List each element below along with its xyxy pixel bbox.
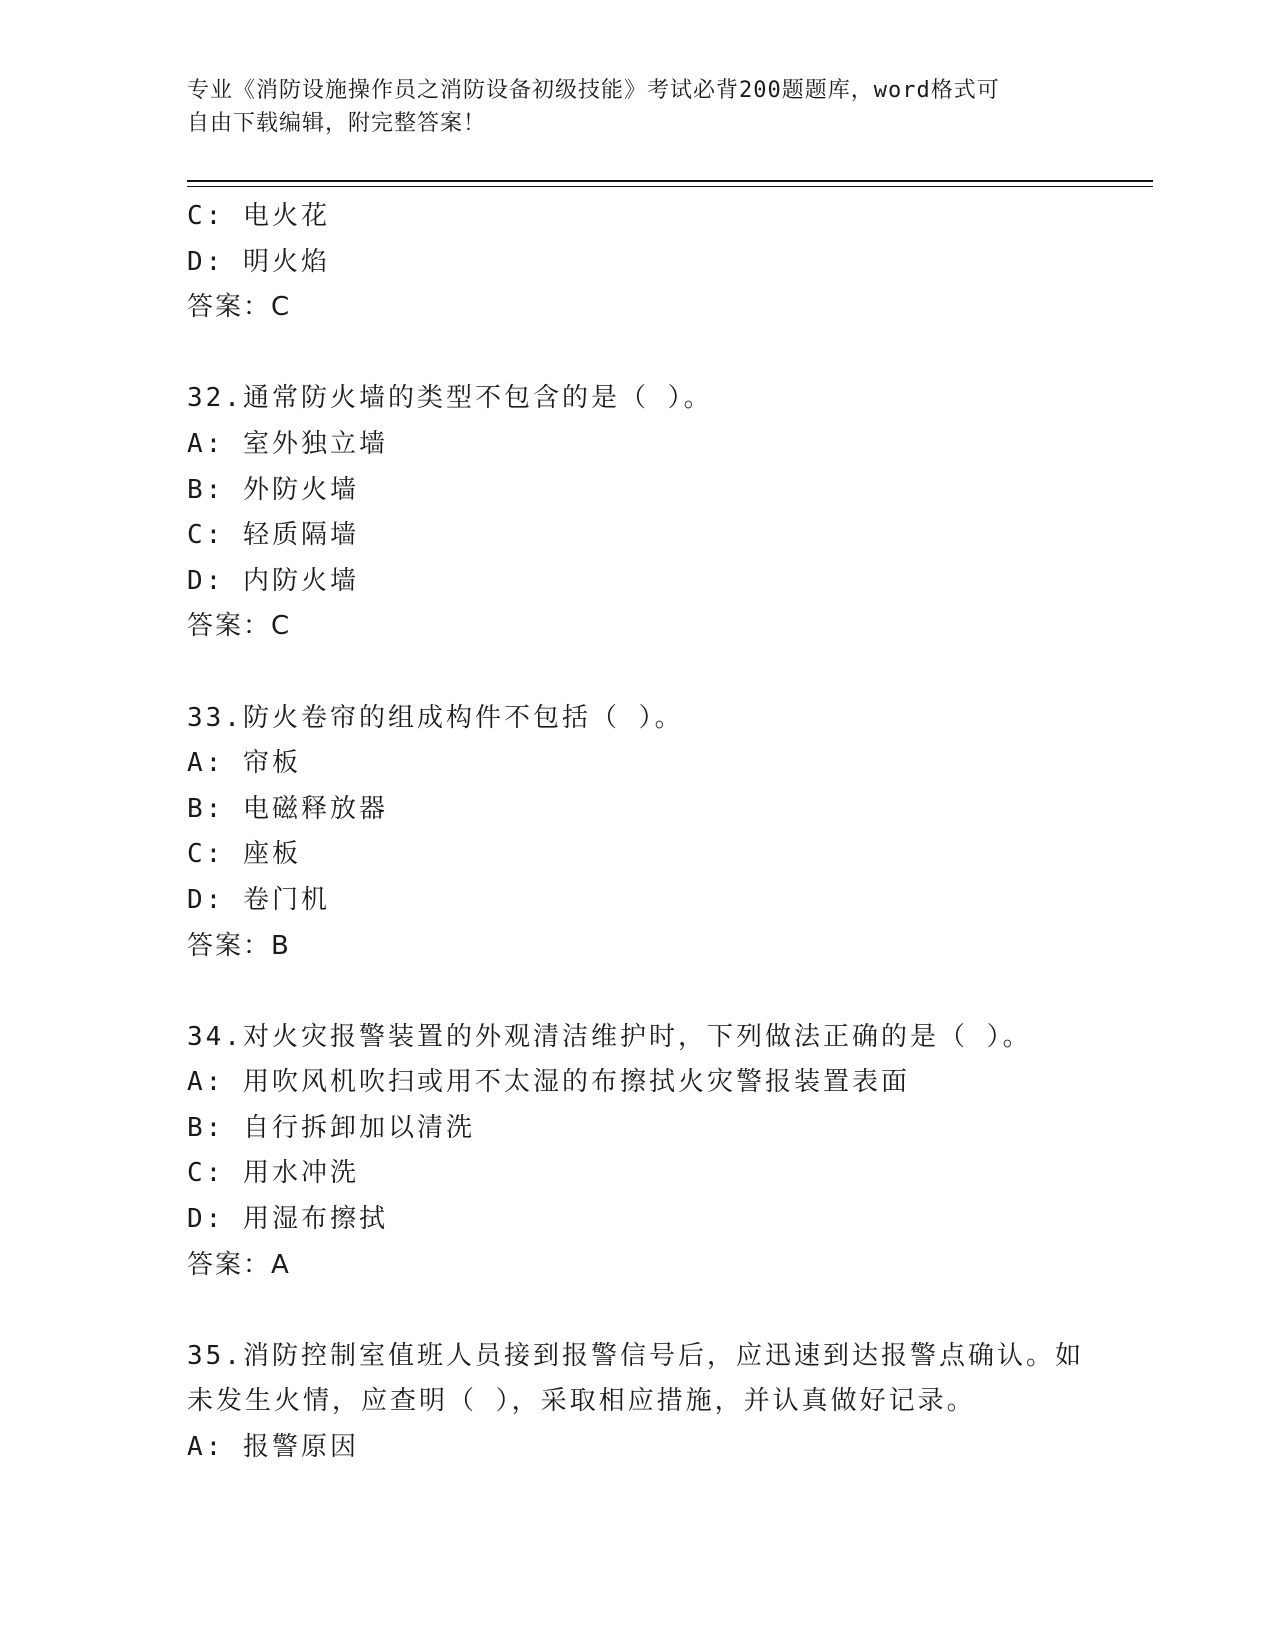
question-34 bbox=[187, 1015, 1087, 1289]
question-spacer bbox=[187, 650, 1087, 696]
option-b: B: 电磁释放器 bbox=[187, 793, 388, 824]
document-header bbox=[187, 74, 1067, 140]
option-c: C: 轻质隔墙 bbox=[187, 520, 359, 551]
question-stem-line2: 未发生火情，应查明（ ），采取相应措施，并认真做好记录。 bbox=[187, 1386, 976, 1417]
header-title-line1: 专业《消防设施操作员之消防设备初级技能》考试必背200题题库，word格式可 bbox=[187, 78, 1000, 103]
question-spacer bbox=[187, 331, 1087, 377]
option-a: A: 用吹风机吹扫或用不太湿的布擦拭火灾警报装置表面 bbox=[187, 1067, 910, 1098]
question-spacer bbox=[187, 969, 1087, 1015]
answer-line: 答案：C bbox=[187, 611, 292, 642]
question-stem: 34.对火灾报警装置的外观清洁维护时，下列做法正确的是（ ）。 bbox=[187, 1021, 1032, 1052]
option-b: B: 自行拆卸加以清洗 bbox=[187, 1112, 475, 1143]
option-c: C: 电火花 bbox=[187, 201, 330, 231]
header-divider-thick bbox=[187, 180, 1153, 182]
option-c: C: 座板 bbox=[187, 839, 301, 870]
option-c: C: 用水冲洗 bbox=[187, 1158, 359, 1189]
question-stem-line1: 35.消防控制室值班人员接到报警信号后，应迅速到达报警点确认。如 bbox=[187, 1340, 1084, 1371]
header-divider-thin bbox=[187, 186, 1153, 187]
question-stem: 33.防火卷帘的组成构件不包括（ ）。 bbox=[187, 702, 684, 733]
option-a: A: 室外独立墙 bbox=[187, 428, 388, 459]
header-title-line2: 自由下载编辑，附完整答案！ bbox=[187, 111, 487, 136]
question-31-tail bbox=[187, 194, 1087, 331]
option-d: D: 用湿布擦拭 bbox=[187, 1204, 388, 1235]
question-32 bbox=[187, 376, 1087, 650]
option-a: A: 报警原因 bbox=[187, 1432, 359, 1463]
answer-line: 答案：A bbox=[187, 1249, 291, 1280]
question-list bbox=[187, 194, 1087, 1471]
answer-line: 答案：B bbox=[187, 930, 291, 961]
option-d: D: 明火焰 bbox=[187, 246, 330, 277]
option-a: A: 帘板 bbox=[187, 748, 301, 779]
answer-line: 答案：C bbox=[187, 292, 292, 323]
option-d: D: 卷门机 bbox=[187, 884, 330, 915]
question-35 bbox=[187, 1334, 1087, 1471]
option-d: D: 内防火墙 bbox=[187, 565, 359, 596]
question-spacer bbox=[187, 1288, 1087, 1334]
question-stem: 32.通常防火墙的类型不包含的是（ ）。 bbox=[187, 383, 713, 414]
option-b: B: 外防火墙 bbox=[187, 474, 359, 505]
question-33 bbox=[187, 696, 1087, 970]
